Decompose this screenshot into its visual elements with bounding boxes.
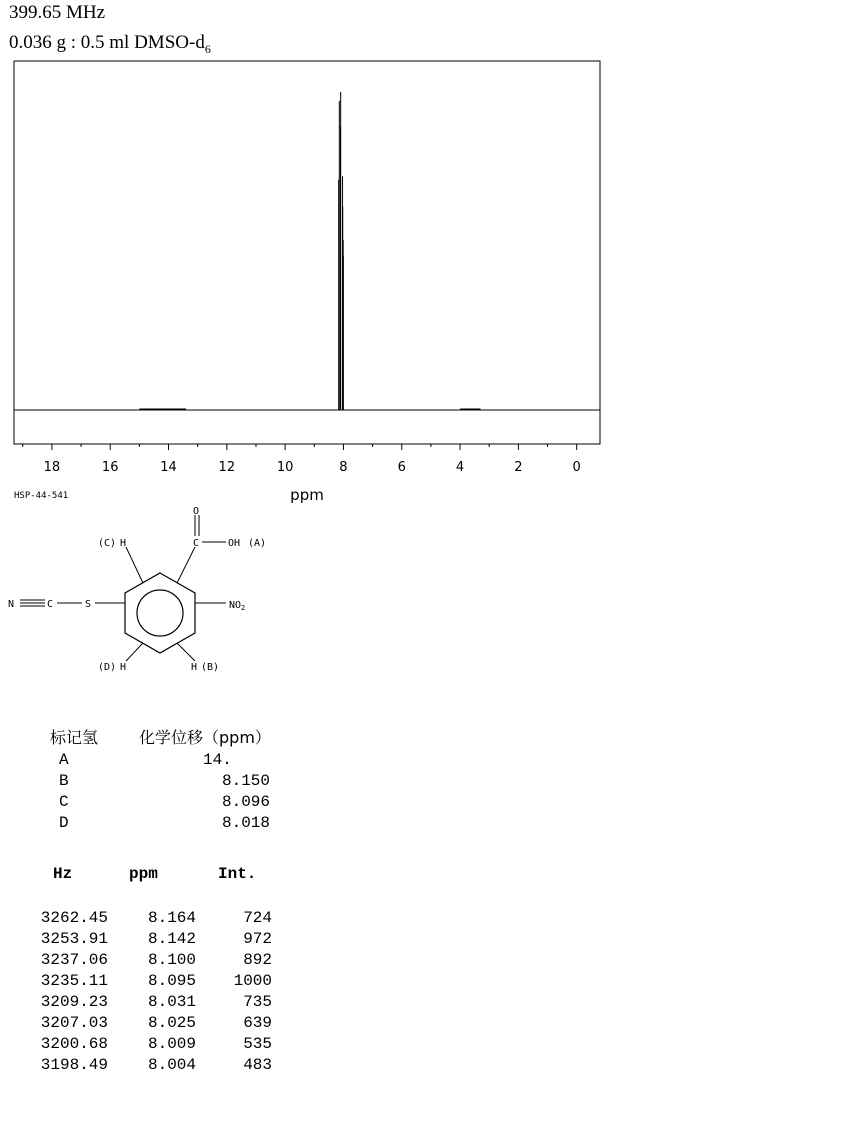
- peak-hz: 3235.11: [40, 972, 108, 990]
- plot-frame: [14, 61, 600, 444]
- peak-ppm: 8.009: [147, 1035, 196, 1053]
- peak-int: 535: [243, 1035, 272, 1053]
- peak-ppm: 8.095: [147, 972, 196, 990]
- sample-description: [9, 32, 211, 57]
- x-axis-label: ppm: [290, 486, 324, 504]
- peak-header-hz: Hz: [53, 865, 73, 883]
- atom-h-d: H: [120, 662, 127, 673]
- peak-int: 483: [243, 1056, 272, 1074]
- atom-c-carboxyl: C: [193, 538, 200, 549]
- nmr-spectrum-chart: [0, 55, 620, 515]
- atom-h-b: H: [191, 662, 198, 673]
- peak-int: 724: [243, 909, 272, 927]
- aromatic-circle: [137, 590, 183, 636]
- shift-row-value: 14.: [203, 751, 232, 769]
- peak-int: 735: [243, 993, 272, 1011]
- peak-hz: 3209.23: [40, 993, 108, 1011]
- shift-header-value: 化学位移（ppm）: [139, 728, 271, 747]
- label-a: (A): [248, 538, 267, 549]
- peak-ppm: 8.031: [147, 993, 196, 1011]
- molecule-structure: [0, 485, 300, 685]
- broad-feature: [139, 409, 186, 411]
- benzene-ring: [125, 573, 195, 653]
- peak-ppm: 8.164: [147, 909, 196, 927]
- atom-no2: $NO_2$: [229, 600, 246, 612]
- x-axis-ticks: [23, 444, 581, 475]
- x-tick-label: 6: [397, 460, 406, 475]
- peak-hz: 3262.45: [40, 909, 108, 927]
- structure-code: HSP-44-541: [14, 491, 69, 501]
- label-d: (D): [98, 662, 117, 673]
- x-tick-label: 2: [514, 460, 523, 475]
- label-c: (C): [98, 538, 117, 549]
- x-tick-label: 12: [218, 460, 236, 475]
- peak-ppm: 8.100: [147, 951, 196, 969]
- peak-int: 1000: [233, 972, 272, 990]
- peak-int: 892: [243, 951, 272, 969]
- bond-ring-carboxyl: [177, 547, 195, 583]
- peak-hz: 3207.03: [40, 1014, 108, 1032]
- shift-row-value: 8.150: [221, 772, 270, 790]
- peak-hz: 3237.06: [40, 951, 108, 969]
- peak-int: 639: [243, 1014, 272, 1032]
- bond-c-h: [126, 547, 143, 583]
- sample-subscript: 6: [204, 41, 211, 56]
- x-tick-label: 8: [339, 460, 348, 475]
- atom-oh: OH: [228, 538, 241, 549]
- peak-int: 972: [243, 930, 272, 948]
- x-tick-label: 18: [43, 460, 61, 475]
- shift-row-label: B: [59, 772, 69, 790]
- bond-c-h-b: [177, 643, 195, 661]
- broad-feature: [460, 409, 480, 411]
- sample-text: 0.036 g : 0.5 ml DMSO-d: [9, 32, 205, 53]
- x-tick-label: 14: [160, 460, 177, 475]
- spectrometer-frequency: 399.65 MHz: [9, 2, 106, 23]
- peak-hz: 3253.91: [40, 930, 108, 948]
- x-tick-label: 16: [101, 460, 119, 475]
- peak-hz: 3198.49: [40, 1056, 108, 1074]
- shift-row-value: 8.018: [221, 814, 270, 832]
- atom-n: N: [8, 599, 15, 610]
- x-tick-label: 4: [455, 460, 465, 475]
- peak-header-ppm: ppm: [129, 865, 158, 883]
- peak-ppm: 8.025: [147, 1014, 196, 1032]
- shift-row-label: D: [59, 814, 69, 832]
- shift-row-value: 8.096: [221, 793, 270, 811]
- peak-ppm: 8.142: [147, 930, 196, 948]
- atom-h-c: H: [120, 538, 127, 549]
- shift-row-label: C: [59, 793, 69, 811]
- x-tick-label: 0: [572, 460, 581, 475]
- peak-series: [339, 92, 344, 410]
- shift-header-label: 标记氢: [50, 728, 99, 747]
- peak-hz: 3200.68: [40, 1035, 108, 1053]
- atom-c-nitrile: C: [47, 599, 54, 610]
- peak-header-int: Int.: [218, 865, 257, 883]
- x-tick-label: 10: [276, 460, 294, 475]
- bond-c-h-d: [126, 643, 143, 661]
- label-b: (B): [201, 662, 220, 673]
- peak-ppm: 8.004: [147, 1056, 196, 1074]
- shift-row-label: A: [59, 751, 69, 769]
- atom-o: O: [193, 506, 200, 517]
- atom-s: S: [85, 599, 92, 610]
